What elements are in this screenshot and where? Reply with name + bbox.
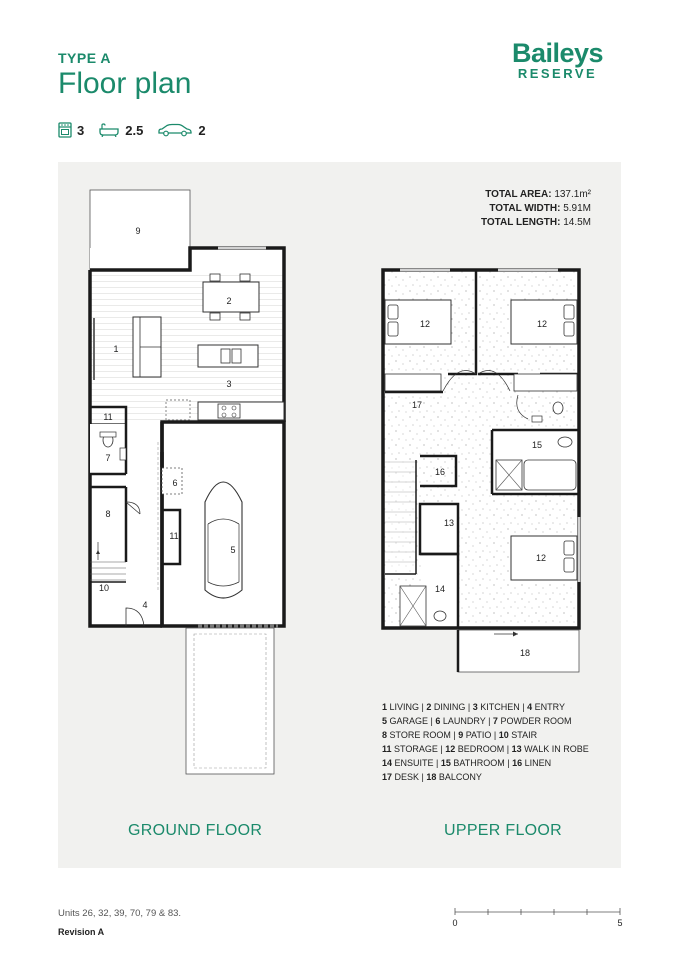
- room-number-label: 8: [105, 509, 111, 519]
- legend-number: 15: [440, 758, 451, 768]
- legend-number: 18: [426, 772, 437, 782]
- room-number-label: 6: [172, 478, 178, 488]
- legend-number: 3: [472, 702, 478, 712]
- scale-start: 0: [452, 918, 458, 928]
- room-number-label: 7: [105, 453, 111, 463]
- totals-block: [481, 188, 591, 230]
- legend-number: 2: [426, 702, 432, 712]
- upper-floor-plan: [383, 270, 579, 672]
- room-number-label: 12: [535, 553, 547, 563]
- legend-line: 8 STORE ROOM | 9 PATIO | 10 STAIR: [382, 730, 538, 740]
- car-drawing: [205, 482, 242, 598]
- legend-number: 4: [527, 702, 533, 712]
- legend-room-name: BEDROOM: [455, 744, 505, 754]
- legend-number: 8: [382, 730, 388, 740]
- legend-room-name: ENTRY: [532, 702, 565, 712]
- legend-room-name: WALK IN ROBE: [521, 744, 589, 754]
- legend-room-name: DINING: [431, 702, 466, 712]
- legend-room-name: LIVING: [387, 702, 420, 712]
- room-number-label: 16: [434, 467, 446, 477]
- legend-number: 7: [492, 716, 498, 726]
- room-number-label: 11: [169, 531, 179, 541]
- room-number-label: 4: [142, 600, 148, 610]
- room-number-label: 9: [135, 226, 141, 236]
- legend-room-name: POWDER ROOM: [497, 716, 572, 726]
- legend-number: 5: [382, 716, 388, 726]
- legend-number: 17: [382, 772, 393, 782]
- legend-room-name: KITCHEN: [477, 702, 520, 712]
- brand-name: Baileys: [512, 38, 604, 68]
- units-note: Units 26, 32, 39, 70, 79 & 83.: [58, 908, 182, 919]
- scale-bar: [452, 906, 624, 928]
- legend-line: 1 LIVING | 2 DINING | 3 KITCHEN | 4 ENTRY: [382, 702, 565, 712]
- legend-room-name: LINEN: [522, 758, 552, 768]
- brand-logo: [512, 40, 603, 81]
- bed-icon: [58, 122, 72, 138]
- room-number-label: 17: [411, 400, 423, 410]
- legend-room-name: ENSUITE: [392, 758, 434, 768]
- room-number-label: 15: [531, 440, 543, 450]
- feature-summary: [58, 122, 220, 138]
- scale-end: 5: [617, 918, 623, 928]
- room-number-label: 18: [519, 648, 531, 658]
- total-length: TOTAL LENGTH: 14.5M: [480, 217, 591, 228]
- legend-room-name: STORAGE: [391, 744, 438, 754]
- room-number-label: 5: [230, 545, 236, 555]
- legend-number: 1: [382, 702, 388, 712]
- ground-floor-label: GROUND FLOOR: [128, 822, 263, 839]
- legend-line: 14 ENSUITE | 15 BATHROOM | 16 LINEN: [382, 758, 552, 768]
- legend-room-name: LAUNDRY: [440, 716, 486, 726]
- bathrooms-count: 2.5: [125, 122, 144, 138]
- legend-room-name: PATIO: [463, 730, 492, 740]
- room-legend: [382, 700, 589, 784]
- type-label: TYPE A: [58, 50, 112, 66]
- legend-line: 11 STORAGE | 12 BEDROOM | 13 WALK IN ROBE: [382, 744, 589, 754]
- floor-plan-panel: [58, 162, 621, 868]
- legend-line: 5 GARAGE | 6 LAUNDRY | 7 POWDER ROOM: [382, 716, 572, 726]
- revision-label: Revision A: [58, 927, 105, 937]
- legend-number: 16: [512, 758, 523, 768]
- bath-icon: [98, 123, 120, 137]
- room-number-label: 12: [419, 319, 431, 329]
- legend-room-name: GARAGE: [387, 716, 429, 726]
- room-number-label: 14: [434, 584, 446, 594]
- ground-floor-plan: [90, 190, 284, 774]
- legend-room-name: BALCONY: [436, 772, 482, 782]
- legend-number: 9: [458, 730, 464, 740]
- legend-number: 10: [498, 730, 509, 740]
- upper-floor-label: UPPER FLOOR: [444, 822, 562, 839]
- bedrooms-count: 3: [77, 122, 85, 138]
- room-number-label: 12: [536, 319, 548, 329]
- legend-room-name: STAIR: [508, 730, 538, 740]
- legend-room-name: STORE ROOM: [387, 730, 451, 740]
- legend-number: 13: [511, 744, 522, 754]
- carspaces-count: 2: [198, 122, 206, 138]
- total-area: TOTAL AREA: 137.1m²: [485, 189, 591, 200]
- legend-room-name: DESK: [392, 772, 420, 782]
- brand-sub: RESERVE: [517, 66, 598, 81]
- total-width: TOTAL WIDTH: 5.91M: [489, 203, 591, 214]
- page-title: Floor plan: [58, 67, 192, 100]
- legend-number: 14: [382, 758, 393, 768]
- bathrooms-feature: [98, 123, 143, 138]
- legend-number: 6: [435, 716, 441, 726]
- carspaces-feature: [157, 123, 205, 138]
- bedrooms-feature: [58, 122, 84, 138]
- room-number-label: 13: [443, 518, 455, 528]
- room-number-label: 10: [98, 583, 110, 593]
- car-icon: [157, 123, 193, 137]
- legend-number: 12: [445, 744, 456, 754]
- legend-number: 11: [382, 744, 392, 754]
- room-number-label: 3: [226, 379, 232, 389]
- room-number-label: 2: [226, 296, 232, 306]
- legend-room-name: BATHROOM: [450, 758, 505, 768]
- legend-line: 17 DESK | 18 BALCONY: [382, 772, 482, 782]
- room-number-label: 11: [103, 412, 113, 422]
- room-number-label: 1: [113, 344, 119, 354]
